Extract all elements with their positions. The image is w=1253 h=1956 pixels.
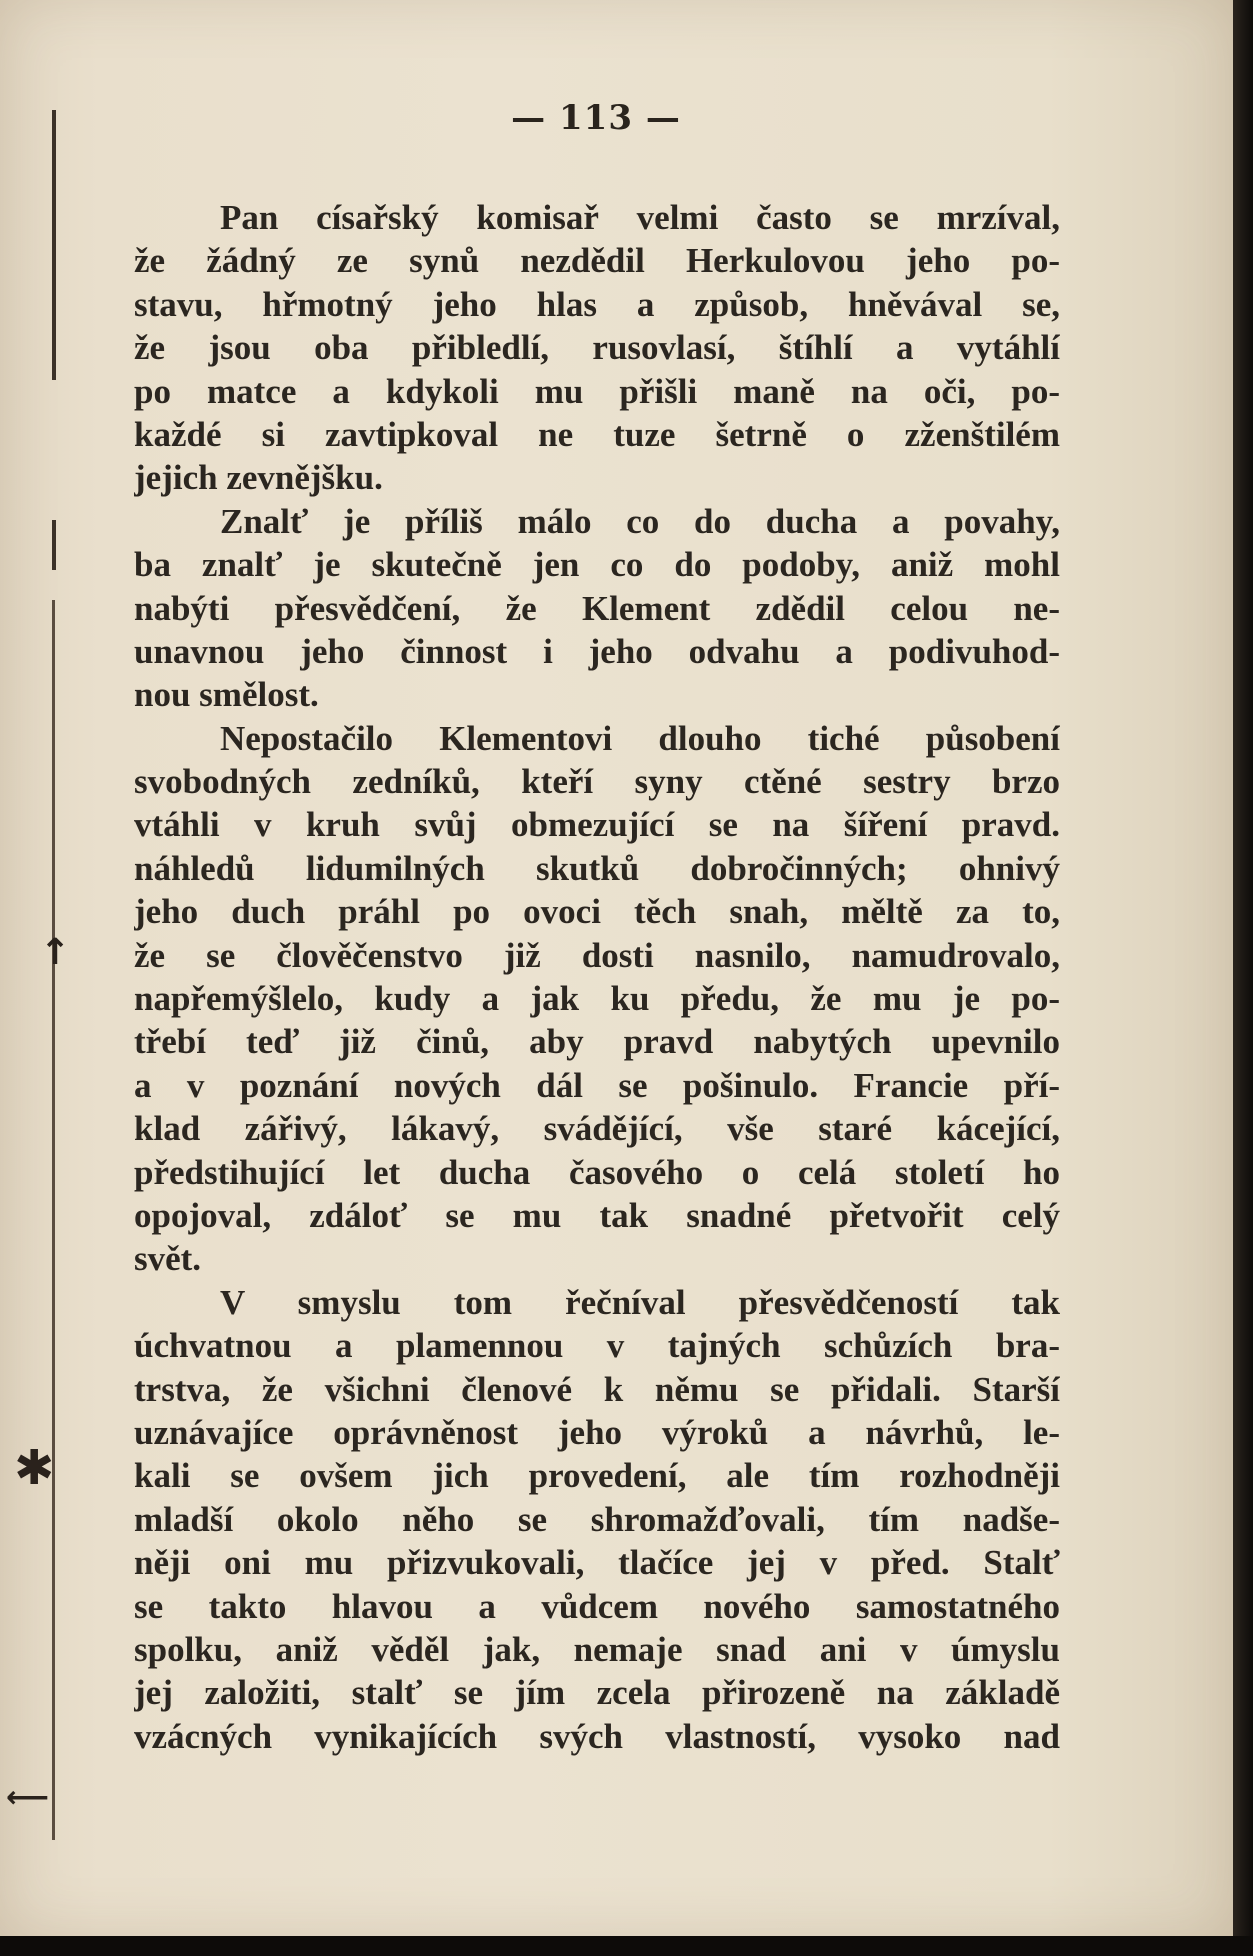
text-line: Nepostačilo Klementovi dlouho tiché působení	[220, 718, 1060, 758]
text-line: jej založiti, stalť se jím zcela přirozeně na základě	[134, 1673, 1060, 1713]
text-line: unavnou jeho činnost i jeho odvahu a podivuhod-	[134, 631, 1060, 671]
text-line: spolku, aniž věděl jak, nemaje snad ani v úmyslu	[134, 1629, 1060, 1669]
page-edge-shadow	[0, 1936, 1253, 1956]
text-line: uznávajíce oprávněnost jeho výroků a návrhů, le-	[134, 1412, 1060, 1452]
text-line: klad zářivý, lákavý, svádějící, vše staré kácející,	[134, 1109, 1060, 1149]
text-line: že jsou oba přibledlí, rusovlasí, štíhlí a vytáhlí	[134, 328, 1060, 368]
text-line: něji oni mu přizvukovali, tlačíce jej v před. Stalť	[134, 1543, 1060, 1583]
text-line: jejich zevnějšku.	[134, 458, 383, 498]
text-line: ba znalť je skutečně jen co do podoby, aniž mohl	[134, 545, 1060, 585]
text-line: a v poznání nových dál se pošinulo. Francie pří-	[134, 1065, 1060, 1105]
text-line: že se člověčenstvo již dosti nasnilo, namudrovalo,	[134, 935, 1060, 975]
text-line: kali se ovšem jich provedení, ale tím rozhodněji	[134, 1456, 1060, 1496]
gutter-shadow-mark	[52, 110, 56, 380]
gutter-star-icon: ✱	[14, 1440, 55, 1496]
text-line: Pan císařský komisař velmi často se mrzíval,	[220, 198, 1060, 237]
text-line: se takto hlavou a vůdcem nového samostatného	[134, 1586, 1060, 1626]
text-line: nou smělost.	[134, 675, 319, 715]
text-line: stavu, hřmotný jeho hlas a způsob, hněvával se,	[134, 284, 1060, 324]
gutter-arrow-icon: ↑	[40, 932, 71, 973]
page-number: — 113 —	[511, 98, 681, 138]
body-text	[134, 196, 1060, 1758]
text-line: opojoval, zdáloť se mu tak snadné přetvořit celý	[134, 1195, 1060, 1235]
text-line: vzácných vynikajících svých vlastností, vysoko nad	[134, 1716, 1060, 1756]
text-line: nabýti přesvědčení, že Klement zdědil celou ne-	[134, 588, 1060, 628]
text-line: že žádný ze synů nezdědil Herkulovou jeho po-	[134, 241, 1060, 281]
text-line: po matce a kdykoli mu přišli maně na oči, po-	[134, 371, 1060, 411]
text-line: V smyslu tom řečníval přesvědčeností tak	[220, 1282, 1060, 1322]
text-line: mladší okolo něho se shromažďovali, tím nadše-	[134, 1499, 1060, 1539]
gutter-shadow-line	[52, 600, 55, 1840]
text-line: napřemýšlelo, kudy a jak ku předu, že mu je po-	[134, 979, 1060, 1019]
text-line: trstva, že všichni členové k němu se přidali. Starší	[134, 1369, 1060, 1409]
text-line: předstihující let ducha časového o celá století ho	[134, 1152, 1060, 1192]
text-line: svobodných zedníků, kteří syny ctěné sestry brzo	[134, 762, 1060, 802]
page-edge-shadow	[1233, 0, 1253, 1956]
gutter-shadow-mark	[52, 520, 56, 570]
text-line: jeho duch práhl po ovoci těch snah, měltě za to,	[134, 892, 1060, 932]
text-line: úchvatnou a plamennou v tajných schůzích bra-	[134, 1326, 1060, 1366]
text-line: Znalť je příliš málo co do ducha a povahy,	[220, 501, 1060, 541]
gutter-arrow-left-icon: ⟵	[6, 1780, 50, 1815]
text-line: svět.	[134, 1239, 202, 1279]
text-line: třebí teď již činů, aby pravd nabytých upevnilo	[134, 1022, 1060, 1062]
text-line: každé si zavtipkoval ne tuze šetrně o zženštilém	[134, 414, 1060, 454]
text-line: náhledů lidumilných skutků dobročinných; ohnivý	[134, 848, 1060, 888]
text-line: vtáhli v kruh svůj obmezující se na šíření pravd.	[134, 805, 1060, 845]
